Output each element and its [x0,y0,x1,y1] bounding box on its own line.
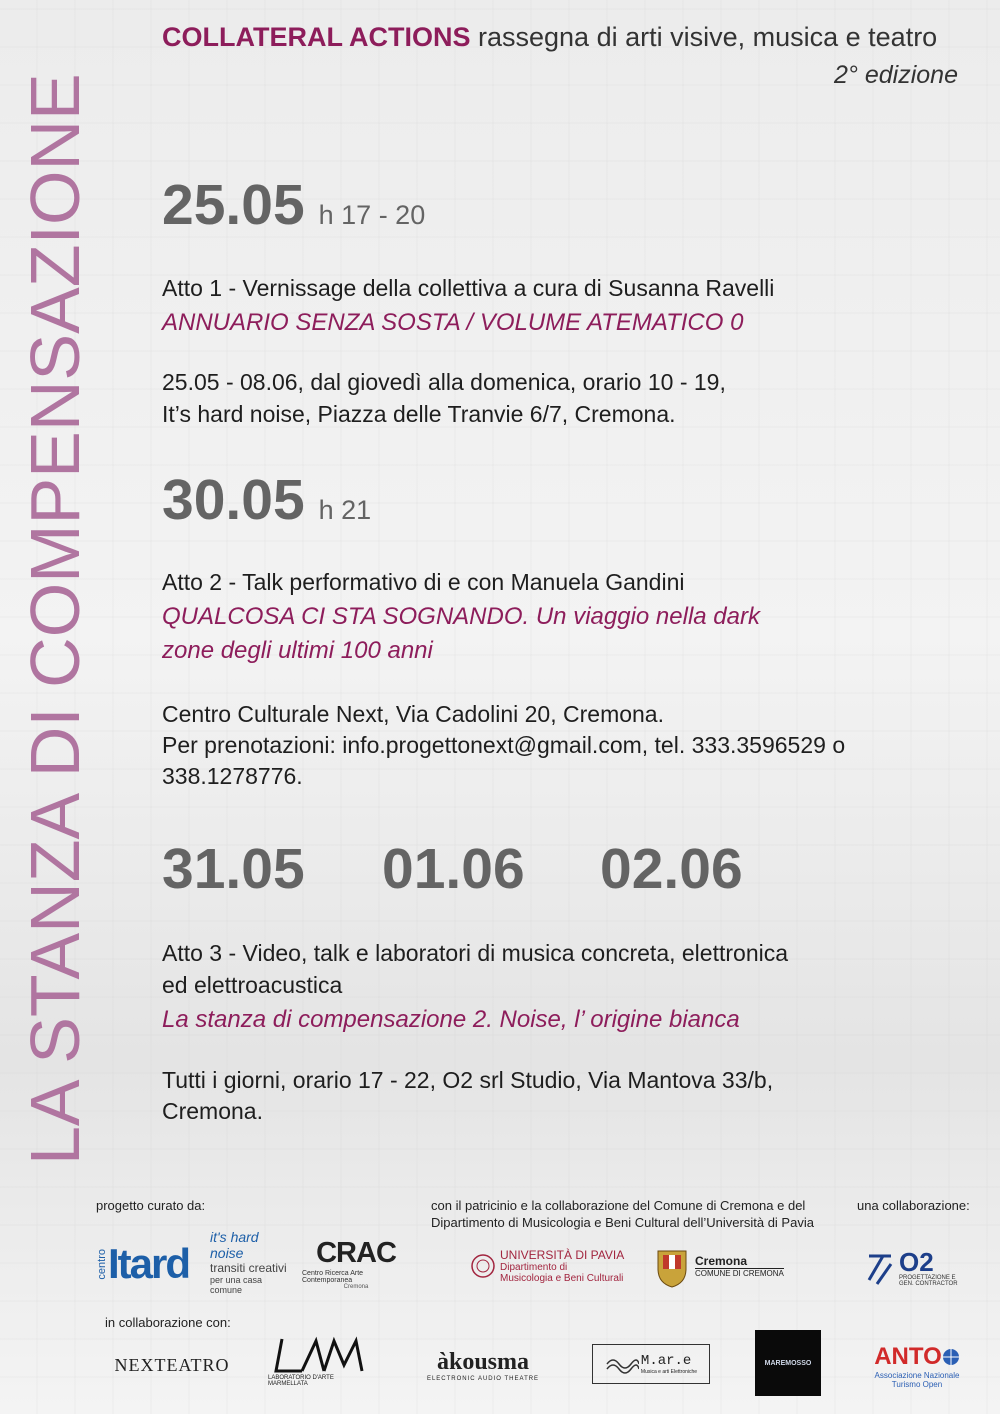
event-1-act: Atto 1 - Vernissage della collettiva a cura di Susanna Ravelli [162,275,775,301]
event-2-time: h 21 [318,495,372,525]
event-3-date-1: 31.05 [162,837,305,901]
unipv-seal-icon [470,1253,496,1279]
crac-sub: Centro Ricerca Arte Contemporanea [302,1269,364,1284]
event-3-info-2: Cremona. [162,1098,263,1124]
event-2-info-3: 338.1278776. [162,763,303,789]
lam-mark-icon [272,1335,368,1375]
anto-text: ANTO [874,1343,942,1370]
crac-logo [302,1238,410,1288]
ihn-sub1: transiti creativi [210,1261,287,1275]
cremona-text [695,1254,784,1278]
vertical-title: LA STANZA DI COMPENSAZIONE [16,73,94,1165]
unipv-text [500,1248,624,1284]
anto-sub2: Turismo Open [891,1380,943,1389]
event-1-info-2: It’s hard noise, Piazza delle Tranvie 6/7, Cremona. [162,401,676,427]
globe-icon [942,1348,960,1366]
event-2-act: Atto 2 - Talk performativo di e con Manuela Gandini [162,569,685,595]
o2-text [899,1249,958,1287]
anto-sub1: Associazione Nazionale [874,1371,960,1380]
anto-logo [865,1338,969,1394]
lam-sub: LABORATORIO D'ARTE MARMELLATA [268,1375,334,1387]
curated-label: progetto curato da: [96,1198,206,1213]
cremona-crest-icon [655,1243,689,1289]
mare-text [641,1353,697,1375]
header [162,22,962,90]
cremona-name: Cremona [695,1254,784,1269]
o2-sub1: PROGETTAZIONE E [899,1275,956,1281]
maremosso-logo [755,1330,821,1396]
event-2-title-2: zone degli ultimi 100 anni [162,637,433,664]
brand-title: COLLATERAL ACTIONS [162,22,471,52]
itard-text: Itard [108,1240,190,1287]
partners-label: in collaborazione con: [105,1315,231,1330]
akousma-text: àkousma [436,1348,530,1375]
event-3-title: La stanza di compensazione 2. Noise, l’ origine bianca [162,1006,740,1033]
mare-logo [592,1344,710,1384]
unipv-dept1: Dipartimento di [500,1262,568,1273]
patronage-label-1: con il patricinio e la collaborazione del Comune di Cremona e del [431,1198,806,1213]
crac-text: CRAC [316,1236,396,1269]
patronage-label-2: Dipartimento di Musicologia e Beni Cultural dell’Università di Pavia [431,1215,814,1230]
lam-logo [268,1332,372,1390]
mare-name: M.ar.e [640,1353,692,1369]
collab-label: una collaborazione: [857,1198,970,1213]
header-line [162,22,962,53]
event-3-date-3: 02.06 [600,837,743,901]
unipv-name: UNIVERSITÀ DI PAVIA [500,1248,625,1262]
o2-logo [865,1242,965,1294]
itard-small-text: centro [96,1248,108,1280]
ihn-sub2: per una casa comune [210,1275,263,1295]
event-1-time: h 17 - 20 [318,200,426,230]
event-2-info-2: Per prenotazioni: info.progettonext@gmail.com, tel. 333.3596529 o [162,732,846,758]
event-3-info-1: Tutti i giorni, orario 17 - 22, O2 srl Studio, Via Mantova 33/b, [162,1067,774,1093]
comune-cremona-logo [655,1240,785,1292]
crac-city: Cremona [343,1283,369,1290]
nexteatro-logo [110,1350,234,1380]
akousma-sub: ELECTRONIC AUDIO THEATRE [426,1375,540,1382]
event-1-date [162,172,425,238]
anto-mark [874,1343,960,1371]
o2-mark-icon [865,1250,895,1286]
event-1-info-1: 25.05 - 08.06, dal giovedì alla domenica, orario 10 - 19, [162,369,726,395]
unipv-dept2: Musicologia e Beni Culturali [500,1273,624,1284]
event-2-date [162,467,371,533]
o2-sub2: GEN. CONTRACTOR [899,1281,958,1287]
edition-label: 2° edizione [834,61,958,89]
event-2-day: 30.05 [162,468,305,532]
mare-sub: Musica e arti Elettroniche [640,1369,698,1375]
tagline: rassegna di arti visive, musica e teatro [478,22,938,52]
akousma-logo [418,1345,548,1385]
o2-name: O2 [899,1247,934,1277]
maremosso-text: MAREMOSSO [764,1359,812,1367]
ihn-title: it's hard noise [210,1229,259,1261]
event-3-date-2: 01.06 [382,837,525,901]
nexteatro-text: NEXTEATRO [114,1354,230,1375]
event-3-act-1: Atto 3 - Video, talk e laboratori di musica concreta, elettronica [162,940,789,966]
wave-icon [605,1354,639,1374]
cremona-sub: COMUNE DI CREMONA [695,1269,784,1278]
centro-itard-logo [96,1238,196,1290]
event-1-title: ANNUARIO SENZA SOSTA / VOLUME ATEMATICO 0 [162,309,744,336]
event-3-act-2: ed elettroacustica [162,972,343,998]
unipv-logo [470,1242,640,1290]
event-1-day: 25.05 [162,173,305,237]
event-2-info-1: Centro Culturale Next, Via Cadolini 20, Cremona. [162,701,664,727]
its-hard-noise-logo [210,1229,292,1295]
event-2-title-1: QUALCOSA CI STA SOGNANDO. Un viaggio nella dark [162,603,760,630]
